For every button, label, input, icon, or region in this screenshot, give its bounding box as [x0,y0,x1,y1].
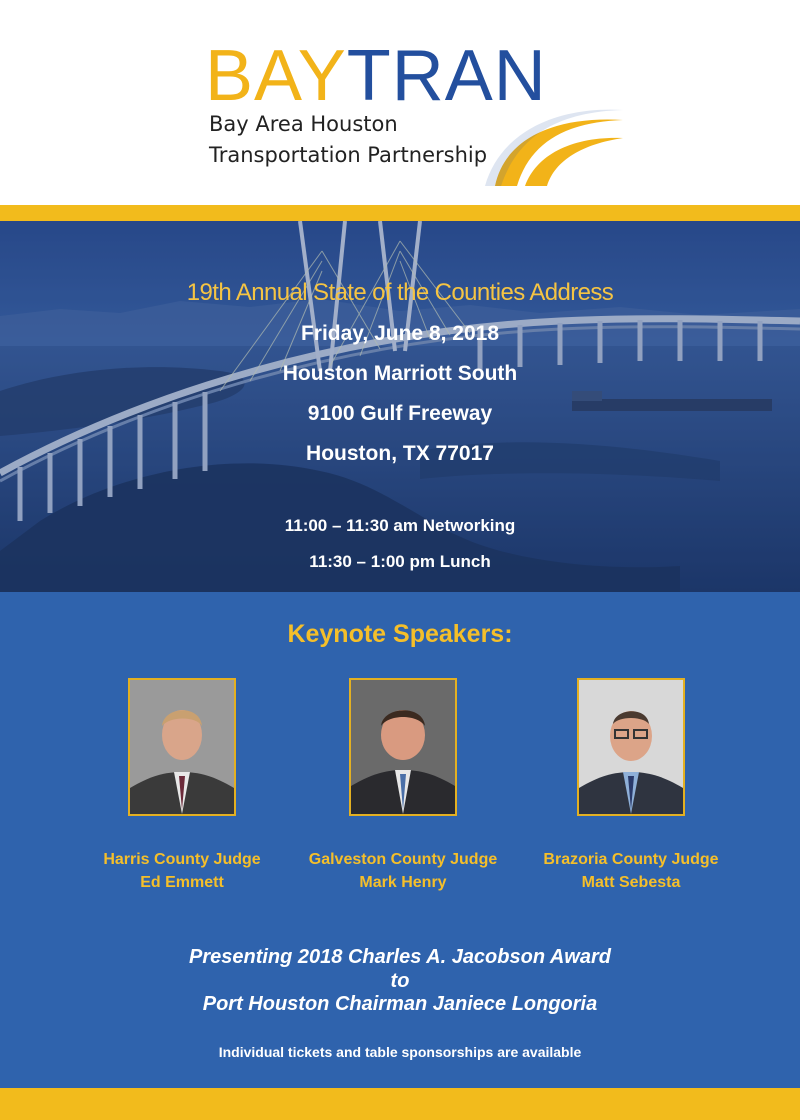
logo-tagline-line2: Transportation Partnership [209,143,488,167]
event-street: 9100 Gulf Freeway [307,402,493,425]
keynote-section [0,592,800,1088]
speaker-title: Harris County Judge [103,851,261,868]
logo-tran: TRAN [346,36,547,116]
speaker-title: Galveston County Judge [308,851,498,868]
baytran-logo [205,36,625,170]
speaker-portrait-icon [130,680,234,814]
ticket-note: Individual tickets and table sponsorships are available [218,1044,582,1060]
logo-bay: BAY [205,36,347,116]
speaker-portrait-icon [351,680,455,814]
logo-tagline-line1: Bay Area Houston [209,112,398,136]
bridge-photo-section [0,221,800,592]
award-line-2: to [390,970,410,992]
event-date: Friday, June 8, 2018 [300,322,500,345]
speaker-name: Mark Henry [359,874,447,891]
speaker-name: Ed Emmett [140,874,224,891]
award-line-3: Port Houston Chairman Janiece Longoria [202,993,598,1015]
header [0,0,800,205]
speaker-name: Matt Sebesta [581,874,681,891]
speaker-photo [349,678,457,816]
speaker-title: Brazoria County Judge [543,851,719,868]
speaker-photo [128,678,236,816]
event-venue: Houston Marriott South [282,362,518,385]
speaker-card [511,678,751,894]
speaker-card [62,678,302,894]
award-line-1: Presenting 2018 Charles A. Jacobson Award [188,946,611,968]
schedule-lunch: 11:30 – 1:00 pm Lunch [309,552,491,571]
speaker-card [283,678,523,894]
schedule-networking: 11:00 – 11:30 am Networking [284,516,516,535]
gold-divider-bottom [0,1088,800,1120]
event-city: Houston, TX 77017 [306,442,494,465]
speaker-portrait-icon [579,680,683,814]
gold-divider-top [0,205,800,221]
speaker-photo [577,678,685,816]
keynote-heading: Keynote Speakers: [287,620,513,648]
event-title: 19th Annual State of the Counties Address [186,279,614,306]
